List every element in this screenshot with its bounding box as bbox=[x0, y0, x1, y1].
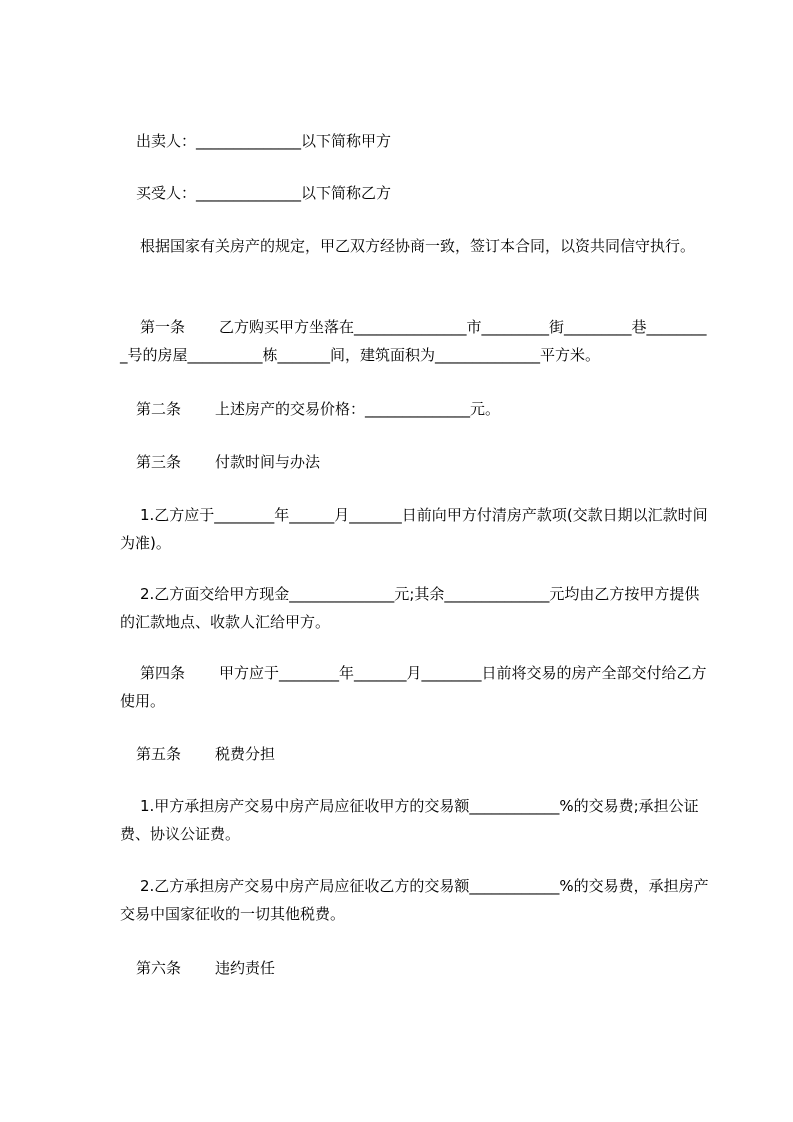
article-1-text: 乙方购买甲方坐落在_______________市_________街_________巷_________号的房屋__________栋_______间，建筑面积为______________平方米。 bbox=[120, 318, 707, 364]
article-5-item-1-text: 1.甲方承担房产交易中房产局应征收甲方的交易额____________%的交易费;承担公证费、协议公证费。 bbox=[120, 797, 699, 843]
article-4-label: 第四条 bbox=[140, 664, 186, 682]
article-5 bbox=[120, 740, 710, 768]
article-3-item-1 bbox=[120, 501, 710, 557]
seller-line bbox=[120, 127, 710, 155]
article-3 bbox=[120, 448, 710, 476]
article-5-item-1 bbox=[120, 792, 710, 848]
article-5-item-2 bbox=[120, 872, 710, 928]
article-3-item-2-text: 2.乙方面交给甲方现金______________元;其余______________元均由乙方按甲方提供的汇款地点、收款人汇给甲方。 bbox=[120, 585, 700, 631]
article-3-item-2 bbox=[120, 580, 710, 636]
article-3-text: 付款时间与办法 bbox=[215, 453, 321, 471]
article-4-text: 甲方应于________年_______月________日前将交易的房产全部交付给乙方使用。 bbox=[120, 664, 707, 710]
article-2-label: 第二条 bbox=[136, 400, 182, 418]
article-3-item-1-text: 1.乙方应于________年______月_______日前向甲方付清房产款项(交款日期以汇款时间为准)。 bbox=[120, 506, 708, 552]
article-6 bbox=[120, 954, 710, 982]
article-2 bbox=[120, 395, 710, 423]
article-6-text: 违约责任 bbox=[215, 959, 276, 977]
intro-paragraph bbox=[120, 232, 710, 260]
article-1 bbox=[120, 313, 710, 369]
article-5-text: 税费分担 bbox=[215, 745, 276, 763]
article-2-text: 上述房产的交易价格：______________元。 bbox=[215, 400, 501, 418]
article-5-item-2-text: 2.乙方承担房产交易中房产局应征收乙方的交易额____________%的交易费，承担房产交易中国家征收的一切其他税费。 bbox=[120, 877, 709, 923]
article-3-label: 第三条 bbox=[136, 453, 182, 471]
buyer-line bbox=[120, 179, 710, 207]
intro-text: 根据国家有关房产的规定，甲乙双方经协商一致，签订本合同，以资共同信守执行。 bbox=[140, 237, 696, 255]
article-1-label: 第一条 bbox=[140, 318, 186, 336]
article-5-label: 第五条 bbox=[136, 745, 182, 763]
seller-text: 出卖人：______________以下简称甲方 bbox=[136, 132, 392, 150]
article-4 bbox=[120, 659, 710, 715]
buyer-text: 买受人：______________以下简称乙方 bbox=[136, 184, 392, 202]
article-6-label: 第六条 bbox=[136, 959, 182, 977]
